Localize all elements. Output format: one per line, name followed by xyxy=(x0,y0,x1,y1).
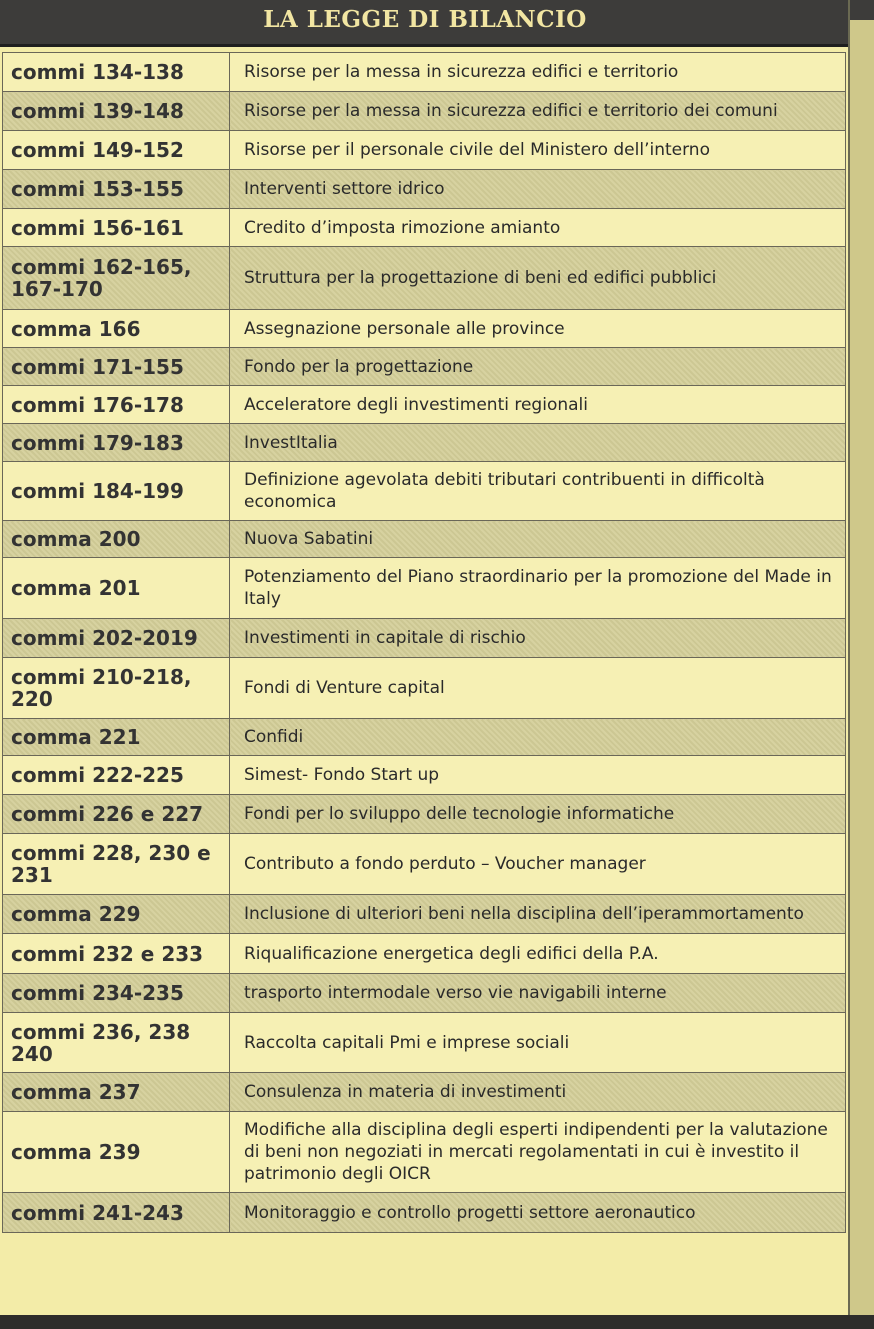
descrizione-cell: Risorse per la messa in sicurezza edifici e territorio dei comuni xyxy=(230,92,846,131)
descrizione-cell: Fondi di Venture capital xyxy=(230,658,846,719)
commi-cell: comma 200 xyxy=(3,521,230,558)
commi-cell: commi 210-218, 220 xyxy=(3,658,230,719)
commi-cell: comma 239 xyxy=(3,1112,230,1193)
descrizione-cell: Nuova Sabatini xyxy=(230,521,846,558)
commi-cell: commi 134-138 xyxy=(3,53,230,92)
table-row xyxy=(3,348,846,386)
commi-cell: commi 171-155 xyxy=(3,348,230,386)
commi-cell: commi 222-225 xyxy=(3,756,230,795)
descrizione-cell: Simest- Fondo Start up xyxy=(230,756,846,795)
descrizione-cell: Monitoraggio e controllo progetti settore aeronautico xyxy=(230,1193,846,1233)
descrizione-cell: Assegnazione personale alle province xyxy=(230,310,846,348)
table-row xyxy=(3,795,846,834)
commi-cell: commi 228, 230 e 231 xyxy=(3,834,230,895)
commi-cell: commi 179-183 xyxy=(3,424,230,462)
table-row xyxy=(3,462,846,521)
descrizione-cell: Fondo per la progettazione xyxy=(230,348,846,386)
table-row xyxy=(3,310,846,348)
descrizione-cell: Risorse per il personale civile del Ministero dell’interno xyxy=(230,131,846,170)
commi-cell: comma 166 xyxy=(3,310,230,348)
page-title: LA LEGGE DI BILANCIO xyxy=(263,6,587,33)
descrizione-cell: Credito d’imposta rimozione amianto xyxy=(230,209,846,247)
commi-cell: commi 176-178 xyxy=(3,386,230,424)
descrizione-cell: Investimenti in capitale di rischio xyxy=(230,619,846,658)
descrizione-cell: Consulenza in materia di investimenti xyxy=(230,1073,846,1112)
commi-cell: comma 201 xyxy=(3,558,230,619)
descrizione-cell: Struttura per la progettazione di beni ed edifici pubblici xyxy=(230,247,846,310)
commi-cell: commi 153-155 xyxy=(3,170,230,209)
descrizione-cell: trasporto intermodale verso vie navigabili interne xyxy=(230,974,846,1013)
table-row xyxy=(3,834,846,895)
table-row xyxy=(3,170,846,209)
table-row xyxy=(3,386,846,424)
table-row xyxy=(3,247,846,310)
commi-cell: commi 149-152 xyxy=(3,131,230,170)
descrizione-cell: Fondi per lo sviluppo delle tecnologie informatiche xyxy=(230,795,846,834)
commi-cell: comma 237 xyxy=(3,1073,230,1112)
commi-cell: commi 156-161 xyxy=(3,209,230,247)
descrizione-cell: Definizione agevolata debiti tributari contribuenti in difficoltà economica xyxy=(230,462,846,521)
table-row xyxy=(3,658,846,719)
commi-cell: commi 139-148 xyxy=(3,92,230,131)
table-row xyxy=(3,53,846,92)
commi-cell: commi 184-199 xyxy=(3,462,230,521)
page-header xyxy=(0,0,850,47)
descrizione-cell: InvestItalia xyxy=(230,424,846,462)
descrizione-cell: Contributo a fondo perduto – Voucher manager xyxy=(230,834,846,895)
descrizione-cell: Interventi settore idrico xyxy=(230,170,846,209)
table-row xyxy=(3,719,846,756)
descrizione-cell: Risorse per la messa in sicurezza edifici e territorio xyxy=(230,53,846,92)
table-row xyxy=(3,1073,846,1112)
commi-cell: commi 232 e 233 xyxy=(3,934,230,974)
table-row xyxy=(3,934,846,974)
descrizione-cell: Modifiche alla disciplina degli esperti indipendenti per la valutazione di beni non negoziati in mercati regolamentati in cui è investito il patrimonio degli OICR xyxy=(230,1112,846,1193)
table-row xyxy=(3,1013,846,1073)
descrizione-cell: Inclusione di ulteriori beni nella disciplina dell’iperammortamento xyxy=(230,895,846,934)
table-row xyxy=(3,756,846,795)
commi-cell: commi 234-235 xyxy=(3,974,230,1013)
table-row xyxy=(3,558,846,619)
table-row xyxy=(3,974,846,1013)
table-row xyxy=(3,521,846,558)
table-row xyxy=(3,92,846,131)
descrizione-cell: Confidi xyxy=(230,719,846,756)
commi-cell: comma 229 xyxy=(3,895,230,934)
descrizione-cell: Potenziamento del Piano straordinario per la promozione del Made in Italy xyxy=(230,558,846,619)
table-row xyxy=(3,1112,846,1193)
commi-cell: comma 221 xyxy=(3,719,230,756)
adjacent-page-edge xyxy=(848,0,874,1329)
commi-cell: commi 162-165, 167-170 xyxy=(3,247,230,310)
descrizione-cell: Acceleratore degli investimenti regionali xyxy=(230,386,846,424)
commi-cell: commi 236, 238 240 xyxy=(3,1013,230,1073)
table-row xyxy=(3,424,846,462)
table-row xyxy=(3,895,846,934)
bottom-border xyxy=(0,1315,874,1329)
table-row xyxy=(3,131,846,170)
table-row xyxy=(3,209,846,247)
commi-cell: commi 202-2019 xyxy=(3,619,230,658)
commi-cell: commi 226 e 227 xyxy=(3,795,230,834)
table-row xyxy=(3,1193,846,1233)
descrizione-cell: Raccolta capitali Pmi e imprese sociali xyxy=(230,1013,846,1073)
descrizione-cell: Riqualificazione energetica degli edifici della P.A. xyxy=(230,934,846,974)
commi-cell: commi 241-243 xyxy=(3,1193,230,1233)
table-row xyxy=(3,619,846,658)
budget-law-table xyxy=(2,52,846,1233)
